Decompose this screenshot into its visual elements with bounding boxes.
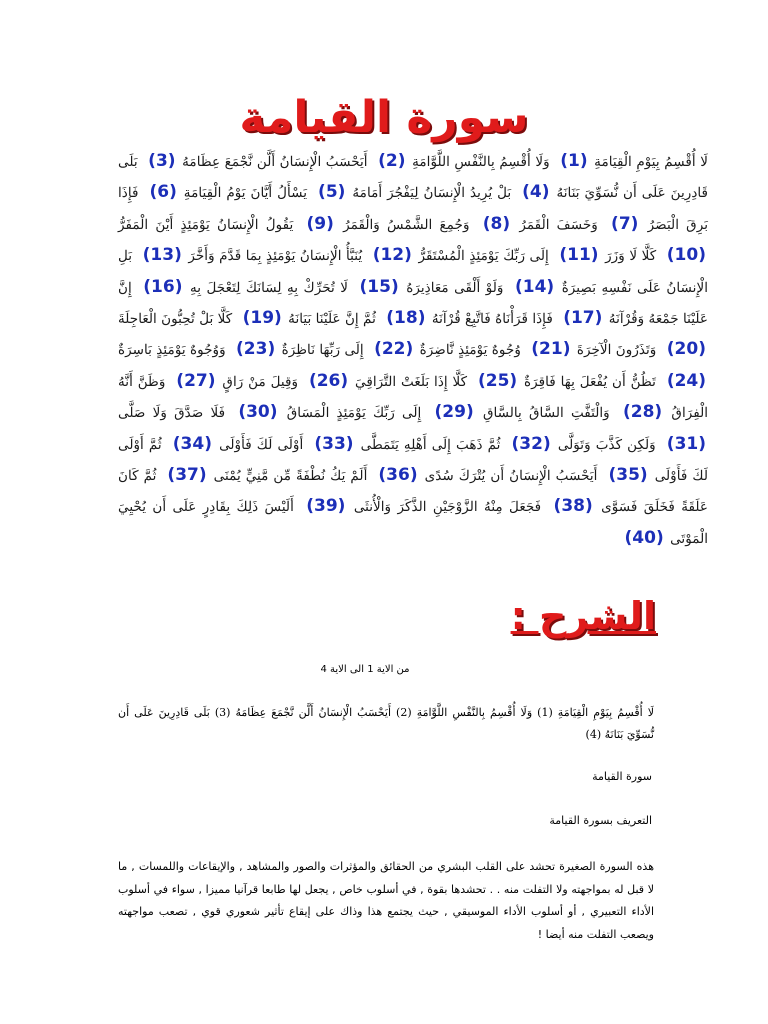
verse: [174, 370, 299, 391]
section-surah-name: سورة القيامة: [592, 770, 652, 783]
verses-block: [118, 146, 708, 554]
verse-text: أَيَحْسَبُ الْإِنسَانُ أَلَّن نَّجْمَعَ عِظَامَهُ: [182, 154, 368, 170]
verse: [241, 308, 376, 329]
verse-text: فَإِذَا بَرِقَ الْبَصَرُ: [118, 185, 708, 233]
verse: [384, 308, 553, 329]
verse: [481, 213, 598, 234]
verse-text: كَلَّا بَلْ تُحِبُّونَ الْعَاجِلَةَ: [118, 311, 233, 328]
verse-number: (20): [666, 339, 706, 360]
verse-number: (37): [167, 465, 207, 486]
verse: [376, 151, 550, 171]
verse-number: (29): [434, 402, 474, 423]
verse-text: بَلِ الْإِنسَانُ عَلَى نَفْسِهِ بَصِيرَةٌ: [118, 248, 708, 296]
verse: [312, 433, 501, 454]
verse: [307, 370, 468, 391]
verse-number: (25): [477, 370, 518, 391]
verse-number: (11): [559, 245, 599, 266]
verse-number: (10): [666, 245, 706, 266]
verse: [236, 402, 422, 423]
verse-text: ثُمَّ إِنَّ عَلَيْنَا بَيَانَهُ: [288, 311, 376, 328]
verse: [372, 339, 521, 360]
verse-number: (27): [176, 370, 216, 391]
verse: [165, 465, 368, 486]
verse-text: يُنَبَّأُ الْإِنسَانُ يَوْمَئِذٍ بِمَا قَدَّمَ وَأَخَّرَ: [188, 248, 363, 265]
verse-text: فَلَا صَدَّقَ وَلَا صَلَّى: [118, 405, 226, 422]
verse: [146, 151, 368, 171]
verse-number: (6): [149, 182, 177, 203]
verse-text: كَلَّا إِذَا بَلَغَتْ التَّرَاقِيَ: [355, 373, 468, 390]
surah-title: سورة القيامة: [239, 92, 529, 143]
verse-text: إِلَى رَبِّهَا نَاظِرَةٌ: [281, 342, 364, 359]
verse-number: (14): [514, 276, 555, 297]
verse-number: (39): [306, 496, 346, 517]
verse-number: (9): [306, 213, 334, 234]
verse-text: أَلَمْ يَكُ نُطْفَةً مِّن مَّنِيٍّ يُمْنَى: [213, 468, 368, 485]
verse-text: أَلَيْسَ ذَلِكَ بِقَادِرٍ عَلَى أَن يُحْيِيَ الْمَوْتَى: [118, 499, 708, 547]
verse-number: (28): [622, 402, 663, 423]
verse: [476, 370, 656, 391]
verse-text: لَا أُقْسِمُ بِيَوْمِ الْقِيَامَةِ: [594, 154, 708, 170]
verse-number: (1): [560, 151, 588, 171]
verse-text: أَيَحْسَبُ الْإِنسَانُ أَن يُتْرَكَ سُدًى: [424, 468, 598, 485]
section-heading: التعريف بسورة القيامة: [549, 814, 652, 827]
verse-text: وَظَنَّ أَنَّهُ الْفِرَاقُ: [118, 373, 709, 422]
verse: [558, 151, 708, 171]
verse-number: (40): [624, 527, 664, 548]
verse-number: (21): [531, 339, 571, 360]
verse-number: (19): [242, 308, 282, 329]
verse-number: (38): [553, 496, 593, 517]
verse: [171, 433, 304, 454]
verse-number: (35): [608, 465, 648, 486]
verse-text: بَلَى قَادِرِينَ عَلَى أَن نُّسَوِّيَ بَنَانَهُ: [118, 154, 709, 202]
verse: [358, 276, 504, 297]
verse-number: (8): [482, 213, 511, 234]
verse-text: ثُمَّ أَوْلَى لَكَ فَأَوْلَى: [118, 436, 708, 485]
verse-text: كَلَّا لَا وَزَرَ: [605, 248, 657, 265]
verse: [433, 402, 610, 423]
verses-excerpt: لَا أُقْسِمُ بِيَوْمِ الْقِيَامَةِ (1) وَلَا أُقْسِمُ بِالنَّفْسِ اللَّوَّامَةِ (2) أَيَحْسَبُ الْإِنسَانُ أَلَّن نَّجْمَعَ عِظَامَهُ (3) بَلَى قَادِرِينَ عَلَى أَن نُّسَوِّيَ بَنَانَهُ (4): [118, 706, 654, 741]
verse-number: (18): [386, 308, 426, 329]
verse-number: (34): [172, 433, 212, 454]
verse: [529, 339, 657, 360]
verse: [557, 245, 657, 266]
verse: [141, 276, 349, 297]
verse-number: (22): [374, 339, 414, 360]
verse-number: (5): [318, 182, 346, 203]
verse-text: تَظُنُّ أَن يُفْعَلَ بِهَا فَاقِرَةٌ: [524, 373, 656, 390]
verse-text: إِلَى رَبِّكَ يَوْمَئِذٍ الْمَسَاقُ: [286, 405, 422, 422]
verse-number: (23): [236, 339, 276, 360]
verse-range-label: من الاية 1 الى الاية 4: [320, 664, 410, 675]
verse-number: (26): [308, 370, 349, 391]
verse: [316, 182, 512, 203]
verse-text: إِنَّ عَلَيْنَا جَمْعَهُ وَقُرْآنَهُ: [118, 279, 708, 328]
verse-number: (4): [522, 182, 550, 203]
verse: [147, 182, 308, 203]
verse-text: يَقُولُ الْإِنسَانُ يَوْمَئِذٍ أَيْنَ الْمَفَرُّ: [118, 216, 294, 233]
verse-text: لَا تُحَرِّكْ بِهِ لِسَانَكَ لِتَعْجَلَ بِهِ: [189, 279, 349, 296]
verse: [234, 339, 364, 360]
verse-text: ثُمَّ كَانَ عَلَقَةً فَخَلَقَ فَسَوَّى: [118, 468, 708, 516]
verse-text: وَلَا أُقْسِمُ بِالنَّفْسِ اللَّوَّامَةِ: [412, 154, 550, 170]
verse-number: (30): [238, 402, 278, 423]
verse-number: (31): [666, 433, 707, 454]
verse-number: (7): [611, 213, 639, 234]
verse-text: ثُمَّ ذَهَبَ إِلَى أَهْلِهِ يَتَمَطَّى: [360, 436, 501, 453]
verse-text: فَإِذَا قَرَأْنَاهُ فَاتَّبِعْ قُرْآنَهُ: [431, 311, 553, 328]
verse-text: وَوُجُوهٌ يَوْمَئِذٍ بَاسِرَةٌ: [118, 342, 226, 359]
verse: [371, 245, 549, 266]
verse-number: (16): [143, 276, 183, 297]
verse-number: (33): [314, 433, 354, 454]
verse-number: (13): [142, 245, 182, 266]
verse-text: وَجُمِعَ الشَّمْسُ وَالْقَمَرُ: [343, 216, 470, 233]
verse-text: وَقِيلَ مَنْ رَاقٍ: [222, 373, 299, 390]
verse-text: إِلَى رَبِّكَ يَوْمَئِذٍ الْمُسْتَقَرُّ: [418, 248, 549, 265]
verse: [141, 245, 363, 266]
verse-text: وَلَوْ أَلْقَى مَعَاذِيرَهُ: [406, 279, 504, 296]
verse: [376, 465, 598, 486]
verse-number: (3): [148, 151, 176, 171]
verse-text: بَلْ يُرِيدُ الْإِنسَانُ لِيَفْجُرَ أَمَامَهُ: [352, 185, 512, 202]
verse-number: (32): [511, 433, 551, 454]
verse-number: (17): [563, 308, 603, 329]
verse-number: (12): [372, 245, 412, 266]
verse-text: وَلَكِن كَذَّبَ وَتَوَلَّى: [557, 436, 656, 453]
verse-text: يَسْأَلُ أَيَّانَ يَوْمُ الْقِيَامَةِ: [183, 185, 308, 202]
body-paragraph: هذه السورة الصغيرة تحشد على القلب البشري من الحقائق والمؤثرات والصور والمشاهد , والإيقاعات واللمسات , ما لا قبل له بمواجهته ولا التفلت منه . . تحشدها بقوة , في أسلوب خاص , يجعل لها طابعا قرآنيا مميزا , سواء في أسلوب الأداء التعبيري , أو أسلوب الأداء الموسيقي , حيث يجتمع هذا وذاك على إيقاع تأثير شعوري قوي , تصعب مواجهته ويصعب التفلت منه أيضا !: [118, 860, 654, 941]
verse-text: وُجُوهٌ يَوْمَئِذٍ نَّاضِرَةٌ: [419, 342, 521, 359]
verse: [304, 496, 542, 517]
verse-number: (36): [378, 465, 418, 486]
verse-number: (2): [378, 151, 406, 171]
verse-text: أَوْلَى لَكَ فَأَوْلَى: [219, 436, 304, 453]
verse-text: وَالْتَفَّتِ السَّاقُ بِالسَّاقِ: [482, 405, 610, 422]
verse-number: (15): [359, 276, 399, 297]
verse-text: وَخَسَفَ الْقَمَرُ: [519, 216, 598, 233]
verse-text: فَجَعَلَ مِنْهُ الزَّوْجَيْنِ الذَّكَرَ وَالْأُنثَى: [353, 499, 542, 516]
verse-text: وَتَذَرُونَ الْآخِرَةَ: [576, 342, 657, 359]
sharh-heading: الشرح :: [510, 594, 656, 638]
verse-number: (24): [666, 370, 707, 391]
verse: [510, 433, 656, 454]
verse: [305, 213, 470, 234]
